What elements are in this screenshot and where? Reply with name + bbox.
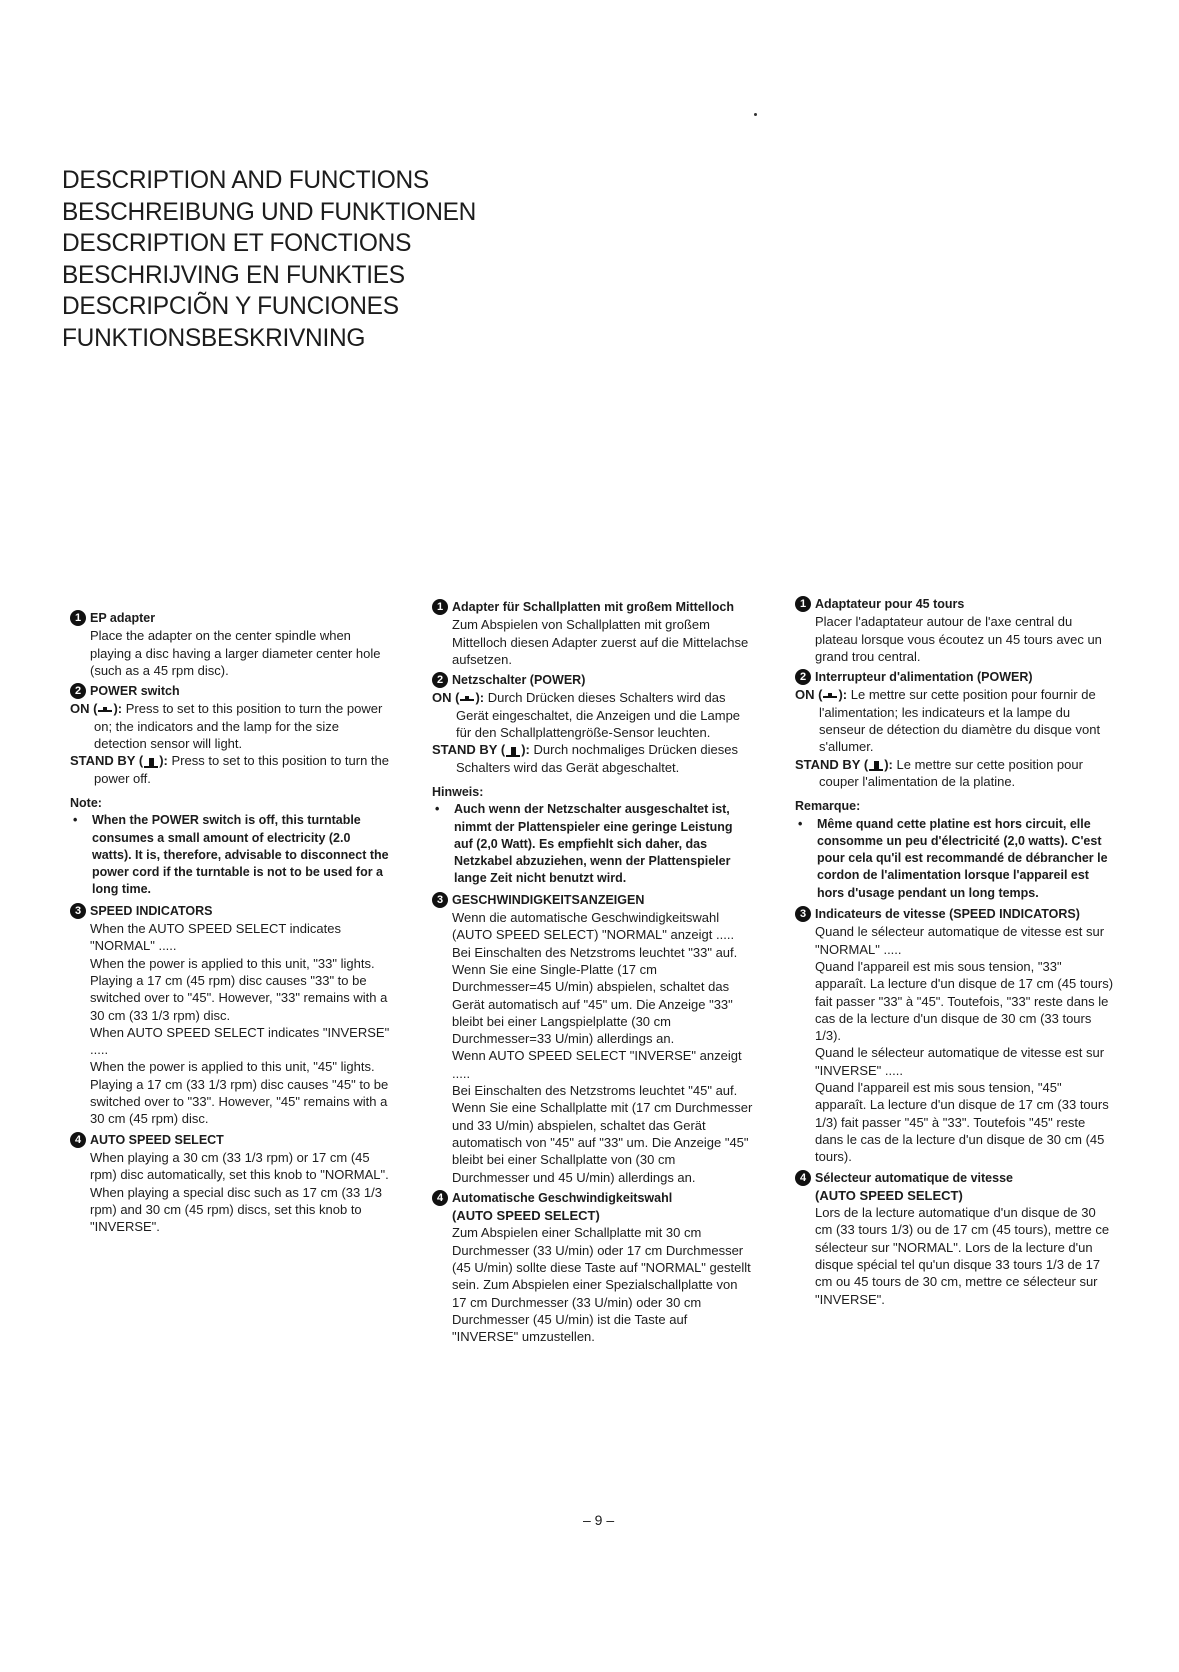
section-title: Sélecteur automatique de vitesse <box>815 1170 1013 1185</box>
title-swedish: FUNKTIONSBESKRIVNING <box>62 323 366 352</box>
page-number: – 9 – <box>583 1512 615 1528</box>
section-title: POWER switch <box>90 684 180 699</box>
number-1-badge: 1 <box>70 610 86 626</box>
section-title: Indicateurs de vitesse (SPEED INDICATORS) <box>815 907 1080 922</box>
column-french <box>795 596 1115 1312</box>
power-on-icon <box>459 695 475 703</box>
title-english: DESCRIPTION AND FUNCTIONS <box>62 166 429 194</box>
title-german: BESCHREIBUNG UND FUNKTIONEN <box>62 197 477 226</box>
number-1-badge: 1 <box>432 599 448 615</box>
power-on-icon <box>97 706 113 714</box>
section-speed-indicators: 3 SPEED INDICATORS When the AUTO SPEED SELECT indicates "NORMAL" ..... When the power is applied to this unit, "33" lights. Playing a 17 cm (45 rpm) disc causes "33" to be switched over to "45". However, "33" remains with a 30 cm (33 1/3 rpm) disc. When AUTO SPEED SELECT indicates "INVERSE" ..... When the power is applied to this unit, "45" lights. Playing a 17 cm (33 1/3 rpm) disc causes "45" to be switched over to "33". However, "45" remains with a 30 cm (45 rpm) disc. <box>70 903 390 1128</box>
section-selecteur: 4 Sélecteur automatique de vitesse (AUTO SPEED SELECT) Lors de la lecture automatique d'un disque de 30 cm (33 tours 1/3) ou de 17 cm (45 tours), mettre ce sélecteur sur "NORMAL". Lors de la lecture d'un disque spécial tel qu'un disque 33 tours 1/3 de 17 cm ou 45 tours de 30 cm, mettre ce sélecteur sur "INVERSE". <box>795 1170 1115 1308</box>
section-title: Adaptateur pour 45 tours <box>815 597 965 611</box>
section-body: Place the adapter on the center spindle when playing a disc having a larger diameter center hole (such as a 45 rpm disc). <box>90 628 381 678</box>
number-2-badge: 2 <box>432 672 448 688</box>
section-adapter: 1 Adapter für Schallplatten mit großem Mittelloch Zum Abspielen von Schallplatten mit großem Mittelloch diesen Adapter zuerst auf die Mittelachse aufsetzen. <box>432 599 754 668</box>
number-4-badge: 4 <box>432 1190 448 1206</box>
number-2-badge: 2 <box>795 669 811 685</box>
scan-speck <box>754 113 757 116</box>
section-adaptateur: 1 Adaptateur pour 45 tours Placer l'adaptateur autour de l'axe central du plateau lorsque vous écoutez un 45 tours avec un grand trou central. <box>795 596 1115 665</box>
section-auto-speed-select: 4 AUTO SPEED SELECT When playing a 30 cm (33 1/3 rpm) or 17 cm (45 rpm) disc automatically, set this knob to "NORMAL". When playing a special disc such as 17 cm (33 1/3 rpm) and 30 cm (45 rpm) discs, set this knob to "INVERSE". <box>70 1132 390 1236</box>
standby-icon <box>868 761 884 769</box>
standby-icon <box>143 758 159 766</box>
standby-icon <box>505 747 521 755</box>
section-title: Netzschalter (POWER) <box>452 673 586 688</box>
title-french: DESCRIPTION ET FONCTIONS <box>62 229 412 257</box>
note-heading: Note: <box>70 795 102 810</box>
section-geschwindigkeitsanzeigen: 3 GESCHWINDIGKEITSANZEIGEN Wenn die automatische Geschwindigkeitswahl (AUTO SPEED SELECT) "NORMAL" anzeigt ..... Bei Einschalten des Netzstroms leuchtet "33" auf. Wenn Sie eine Single-Platte (17 cm Durchmesser=45 U/min) abspielen, schaltet das Gerät automatisch auf "45" um. Die Anzeige "33" bleibt bei einer Langspielplatte (30 cm Durchmesser=33 U/min) allerdings an. Wenn AUTO SPEED SELECT "INVERSE" anzeigt ..... Bei Einschalten des Netzstroms leuchtet "45" auf. Wenn Sie eine Schallplatte mit (17 cm Durchmesser und 33 U/min) abspielen, schaltet das Gerät automatisch von "45" auf "33" um. Die Anzeige "45" bleibt bei einer Schallplatte von (30 cm Durchmesser und 45 U/min) allerdings an. <box>432 892 754 1186</box>
number-1-badge: 1 <box>795 596 811 612</box>
section-title: Automatische Geschwindigkeitswahl <box>452 1190 673 1205</box>
section-interrupteur: 2 Interrupteur d'alimentation (POWER) ON ( ): Le mettre sur cette position pour fournir de l'alimentation; les indicateurs et la lampe du senseur de détection du diamètre du disque vont s'allumer. STAND BY ( ): Le mettre sur cette position pour couper l'alimentation de la platine. <box>795 670 1101 789</box>
on-description: ON ( ): Press to set to this position to turn the power on; the indicators and the lamp for the size detection sensor will light. <box>70 701 383 752</box>
section-title: GESCHWINDIGKEITSANZEIGEN <box>452 892 645 907</box>
note-text: • When the POWER switch is off, this turntable consumes a small amount of electricity (2.0 watts). It is, therefore, advisable to disconnect the power cord if the turntable is not to be used for a long time. <box>73 813 389 897</box>
title-block <box>62 165 662 354</box>
section-title: AUTO SPEED SELECT <box>90 1132 224 1147</box>
section-title: SPEED INDICATORS <box>90 903 213 918</box>
note-heading: Remarque: <box>795 799 861 814</box>
power-on-icon <box>822 692 838 700</box>
section-title: Adapter für Schallplatten mit großem Mittelloch <box>452 600 734 614</box>
standby-description: STAND BY ( ): Press to set to this position to turn the power off. <box>70 753 390 786</box>
section-indicateurs: 3 Indicateurs de vitesse (SPEED INDICATORS) Quand le sélecteur automatique de vitesse est sur "NORMAL" ..... Quand l'appareil est mis sous tension, "33" apparaît. La lecture d'un disque de 17 cm (45 tours) fait passer "33" à "45". Toutefois, "33" reste dans le cas de la lecture d'un disque de 30 cm (33 tours 1/3). Quand le sélecteur automatique de vitesse est sur "INVERSE" ..... Quand l'appareil est mis sous tension, "45" apparaît. La lecture d'un disque de 17 cm (33 tours 1/3) fait passer "45" à "33". Toutefois "45" reste dans le cas de la lecture d'un disque de 30 cm (45 tours). <box>795 906 1115 1165</box>
number-4-badge: 4 <box>795 1170 811 1186</box>
number-2-badge: 2 <box>70 683 86 699</box>
number-3-badge: 3 <box>795 906 811 922</box>
column-german <box>432 599 754 1349</box>
note-text: • Même quand cette platine est hors circuit, elle consomme un peu d'électricité (2,0 watts). C'est pour cela qu'il est recommandé de débrancher le cordon de l'alimentation lorsque l'appareil est hors d'usage pendant un long temps. <box>798 816 1108 900</box>
title-spanish: DESCRIPCIÕN Y FUNCIONES <box>62 292 399 320</box>
title-dutch: BESCHRIJVING EN FUNKTIES <box>62 260 405 289</box>
section-title: EP adapter <box>90 611 156 625</box>
note-heading: Hinweis: <box>432 784 484 799</box>
number-3-badge: 3 <box>432 892 448 908</box>
section-title: Interrupteur d'alimentation (POWER) <box>815 670 1033 685</box>
number-4-badge: 4 <box>70 1132 86 1148</box>
section-power-switch <box>70 683 390 787</box>
section-automatische-geschwindigkeitswahl: 4 Automatische Geschwindigkeitswahl (AUTO SPEED SELECT) Zum Abspielen einer Schallplatte mit 30 cm Durchmesser (33 U/min) oder 17 cm Durchmesser (45 U/min) sollte diese Taste auf "NORMAL" gestellt sein. Zum Abspielen einer Spezialschallplatte von 17 cm Durchmesser (33 U/min) oder 30 cm Durchmesser (45 U/min) ist die Taste auf "INVERSE" umzustellen. <box>432 1190 754 1346</box>
column-english <box>70 610 390 1239</box>
section-ep-adapter <box>70 610 390 679</box>
section-netzschalter: 2 Netzschalter (POWER) ON ( ): Durch Drücken dieses Schalters wird das Gerät eingeschaltet, die Anzeigen und die Lampe für den Schallplattengröße-Sensor leuchten. STAND BY ( ): Durch nochmaliges Drücken dieses Schalters wird das Gerät abgeschaltet. <box>432 673 741 775</box>
note-text: • Auch wenn der Netzschalter ausgeschaltet ist, nimmt der Plattenspieler eine geringe Leistung auf (2,0 Watt). Es empfiehlt sich daher, das Netzkabel abzuziehen, wenn der Plattenspieler lange Zeit nicht benutzt wird. <box>435 802 733 886</box>
number-3-badge: 3 <box>70 903 86 919</box>
